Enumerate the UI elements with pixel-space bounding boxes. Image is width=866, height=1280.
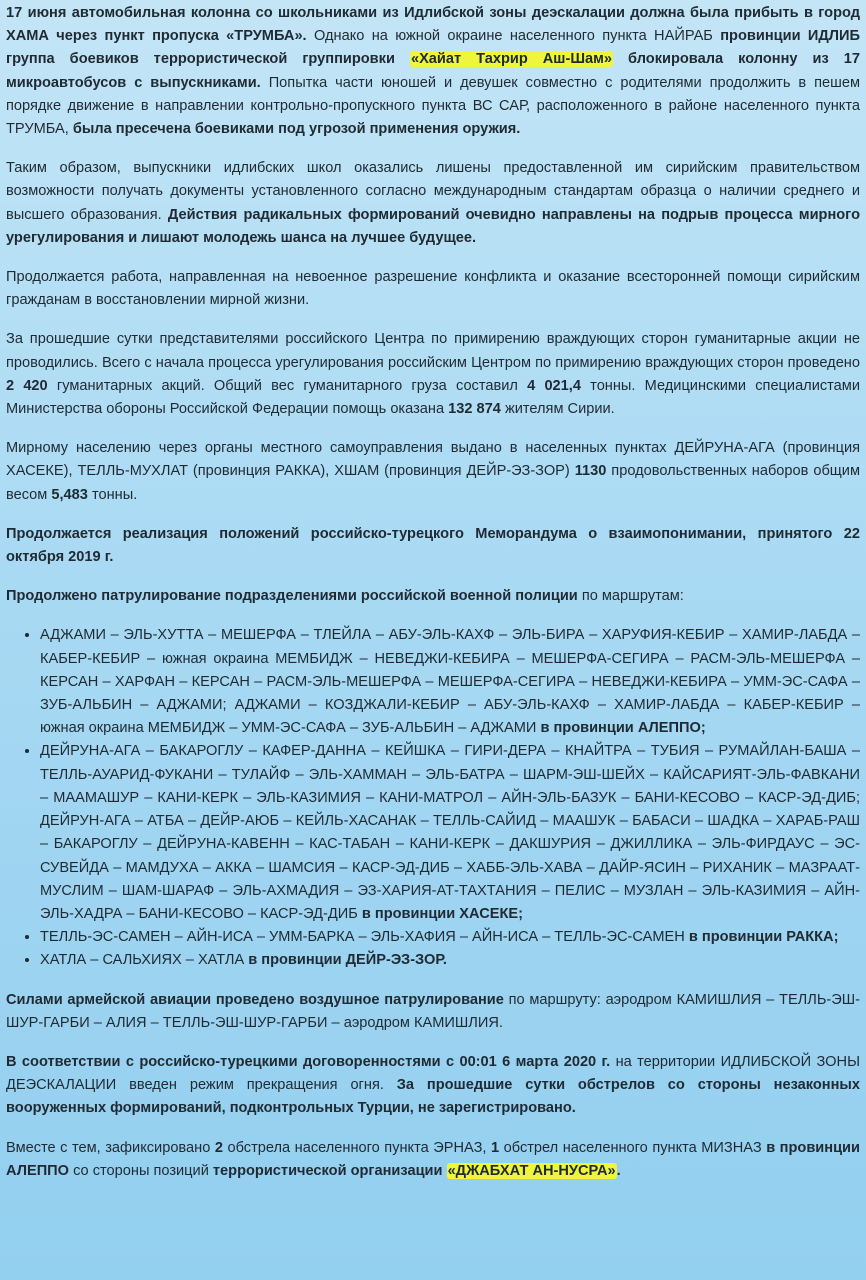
text-run: ХАТЛА – САЛЬХИЯХ – ХАТЛА [40,952,249,969]
paragraph [6,1051,860,1121]
highlighted-text: «Хайат Тахрир Аш-Шам» [410,51,613,68]
text-run: тонны. [87,486,138,503]
text-run: Вместе с тем, зафиксировано [6,1139,215,1156]
bold-text: 132 874 [448,401,501,418]
text-run: обстрел населенного пункта МИЗНАЗ [499,1139,767,1156]
closing-paragraphs [6,989,860,1183]
bold-text: Продолжается реализация положений российско-турецкого Меморандума о взаимопонимании, принятого 22 октября 2019 г. [6,525,860,566]
paragraph [6,437,860,507]
paragraph [6,585,860,608]
bold-text: . [616,1162,621,1179]
route-item [40,740,860,926]
paragraph [6,328,860,421]
text-run: За прошедшие сутки представителями российского Центра по примирению враждующих сторон гуманитарные акции не проводились. Всего с начала процесса урегулирования российским Центром по примирению враждующих сторон проведено [6,331,860,371]
text-run: гуманитарных акций. Общий вес гуманитарного груза составил [47,377,528,394]
bold-text: 2 420 [6,377,48,394]
text-run: по маршруту: аэродром КАМИШЛИЯ – ТЕЛЛЬ-ЭШ-ШУР-ГАРБИ – АЛИЯ – ТЕЛЛЬ-ЭШ-ШУР-ГАРБИ – аэродром КАМИШЛИЯ. [6,991,860,1031]
bold-text: в провинции АЛЕППО [6,1139,860,1179]
bold-text: в провинции ДЕЙР-ЭЗ-ЗОР. [248,952,447,969]
text-run: Мирному населению через органы местного самоуправления выдано в населенных пунктах ДЕЙРУНА-АГА (провинция ХАСЕКЕ), ТЕЛЛЬ-МУХЛАТ (провинция РАККА), ХШАМ (провинция ДЕЙР-ЭЗ-ЗОР) [6,440,860,480]
text-run: ДЕЙРУНА-АГА – БАКАРОГЛУ – КАФЕР-ДАННА – КЕЙШКА – ГИРИ-ДЕРА – КНАЙТРА – ТУБИЯ – РУМАЙЛАН-БАША – ТЕЛЛЬ-АУАРИД-ФУКАНИ – ТУЛАЙФ – ЭЛЬ-ХАММАН – ЭЛЬ-БАТРА – ШАРМ-ЭШ-ШЕЙХ – КАЙСАРИЯТ-ЭЛЬ-ФАВКАНИ – МААМАШУР – КАНИ-КЕРК – ЭЛЬ-КАЗИМИЯ – КАНИ-МАТРОЛ – АЙН-ЭЛЬ-БАЗУК – БАНИ-КЕСОВО – КАСР-ЭД-ДИБ; ДЕЙРУН-АГА – АТБА – ДЕЙР-АЮБ – КЕЙЛЬ-ХАСАНАК – ТЕЛЛЬ-САЙИД – МААШУК – БАБАСИ – ШАДКА – ХАРАБ-РАШ – БАКАРОГЛУ – ДЕЙРУНА-КАВЕНН – КАС-ТАБАН – КАНИ-КЕРК – ДАКШУРИЯ – ДЖИЛЛИКА – ЭЛЬ-ФИРДАУС – ЭС-СУВЕЙДА – МАМДУХА – АККА – ШАМСИЯ – КАСР-ЭД-ДИБ – ХАББ-ЭЛЬ-ХАВА – ДАЙР-ЯСИН – РИХАНИК – МАЗРААТ-МУСЛИМ – ШАМ-ШАРАФ – ЭЛЬ-АХМАДИЯ – ЭЗ-ХАРИЯ-АТ-ТАХТАНИЯ – ПЕЛИС – МУЗЛАН – ЭЛЬ-КАЗИМИЯ – АЙН-ЭЛЬ-ХАДРА – БАНИ-КЕСОВО – КАСР-ЭД-ДИБ [40,743,860,922]
bold-text: была пресечена боевиками под угрозой применения оружия. [72,121,521,138]
bold-text: 2 [214,1139,223,1156]
bold-text: Действия радикальных формирований очевидно направлены на подрыв процесса мирного урегулирования и лишают молодежь шанса на лучшее будущее. [6,206,860,246]
bold-text: 1 [490,1139,500,1156]
paragraph [6,1137,860,1183]
bold-text: В соответствии с российско-турецкими договоренностями с 00:01 6 марта 2020 г. [6,1053,611,1070]
text-run: со стороны позиций [69,1162,213,1179]
bold-text: террористической организации [212,1162,447,1179]
bold-text: 4 021,4 [527,377,581,394]
text-run: на территории ИДЛИБСКОЙ ЗОНЫ ДЕЭСКАЛАЦИИ введен режим прекращения огня. [6,1053,860,1094]
bold-text: блокировала колонну из 17 микроавтобусов с выпускниками. [6,51,860,91]
highlighted-text: «ДЖАБХАТ АН-НУСРА» [447,1162,616,1179]
bold-text: 17 июня автомобильная колонна со школьниками из Идлибской зоны деэскалации должна была прибыть в город ХАМА через пункт пропуска «ТРУМБА». [6,5,860,45]
paragraph [6,523,860,569]
text-run: продовольственных наборов общим весом [6,463,860,503]
text-run: Продолжается работа, направленная на невоенное разрешение конфликта и оказание всесторонней помощи сирийским гражданам в восстановлении мирной жизни. [6,269,860,309]
paragraph [6,157,860,250]
route-item [40,926,860,949]
bold-text: в провинции АЛЕППО; [540,720,706,737]
bold-text: в провинции РАККА; [688,929,839,946]
paragraph [6,266,860,312]
text-run: обстрела населенного пункта ЭРНАЗ, [222,1139,491,1156]
patrol-routes-list [6,624,860,972]
bold-text: Силами армейской авиации проведено воздушное патрулирование [6,991,504,1008]
text-run: жителям Сирии. [500,401,615,418]
bold-text: в провинции ХАСЕКЕ; [361,905,523,922]
bold-text: Продолжено патрулирование подразделениями российской военной полиции [6,588,578,605]
text-run: Попытка части юношей и девушек совместно с родителями продолжить в пешем порядке движение в направлении контрольно-пропускного пункта ВС САР, расположенного в районе населенного пункта ТРУМБА, [6,74,861,138]
paragraph [6,989,860,1035]
text-run: ТЕЛЛЬ-ЭС-САМЕН – АЙН-ИСА – УММ-БАРКА – ЭЛЬ-ХАФИЯ – АЙН-ИСА – ТЕЛЛЬ-ЭС-САМЕН [40,929,689,946]
route-item [40,949,860,972]
paragraph [6,2,860,141]
text-run: тонны. Медицинскими специалистами Министерства обороны Российской Федерации помощь оказана [6,377,860,418]
bold-text: провинции ИДЛИБ группа боевиков террористической группировки [6,28,860,68]
text-run: по маршрутам: [577,588,684,605]
text-run: АДЖАМИ – ЭЛЬ-ХУТТА – МЕШЕРФА – ТЛЕЙЛА – АБУ-ЭЛЬ-КАХФ – ЭЛЬ-БИРА – ХАРУФИЯ-КЕБИР – ХАМИР-ЛАБДА – КАБЕР-КЕБИР – южная окраина МЕМБИДЖ – НЕВЕДЖИ-КЕБИРА – МЕШЕРФА-СЕГИРА – РАСМ-ЭЛЬ-МЕШЕРФА – КЕРСАН – ХАРФАН – КЕРСАН – РАСМ-ЭЛЬ-МЕШЕРФА – МЕШЕРФА-СЕГИРА – НЕВЕДЖИ-КЕБИРА – УММ-ЭС-САФА – ЗУБ-АЛЬБИН – АДЖАМИ; АДЖАМИ – КОЗДЖАЛИ-КЕБИР – АБУ-ЭЛЬ-КАХФ – ХАМИР-ЛАБДА – КАБЕР-КЕБИР – южная окраина МЕМБИДЖ – УММ-ЭС-САФА – ЗУБ-АЛЬБИН – АДЖАМИ [40,627,860,737]
text-run: Таким образом, выпускники идлибских школ оказались лишены предоставленной им сирийским правительством возможности получать документы установленного согласно международным стандартам образца о наличии среднего и высшего образования. [6,160,860,223]
route-item [40,624,860,740]
bold-text: За прошедшие сутки обстрелов со стороны незаконных вооруженных формирований, подконтрольных Турции, не зарегистрировано. [6,1077,861,1117]
bold-text: 1130 [574,463,607,480]
text-run: Однако на южной окраине населенного пункта НАЙРАБ [306,28,721,45]
intro-paragraphs [6,2,860,608]
bold-text: 5,483 [51,486,88,503]
